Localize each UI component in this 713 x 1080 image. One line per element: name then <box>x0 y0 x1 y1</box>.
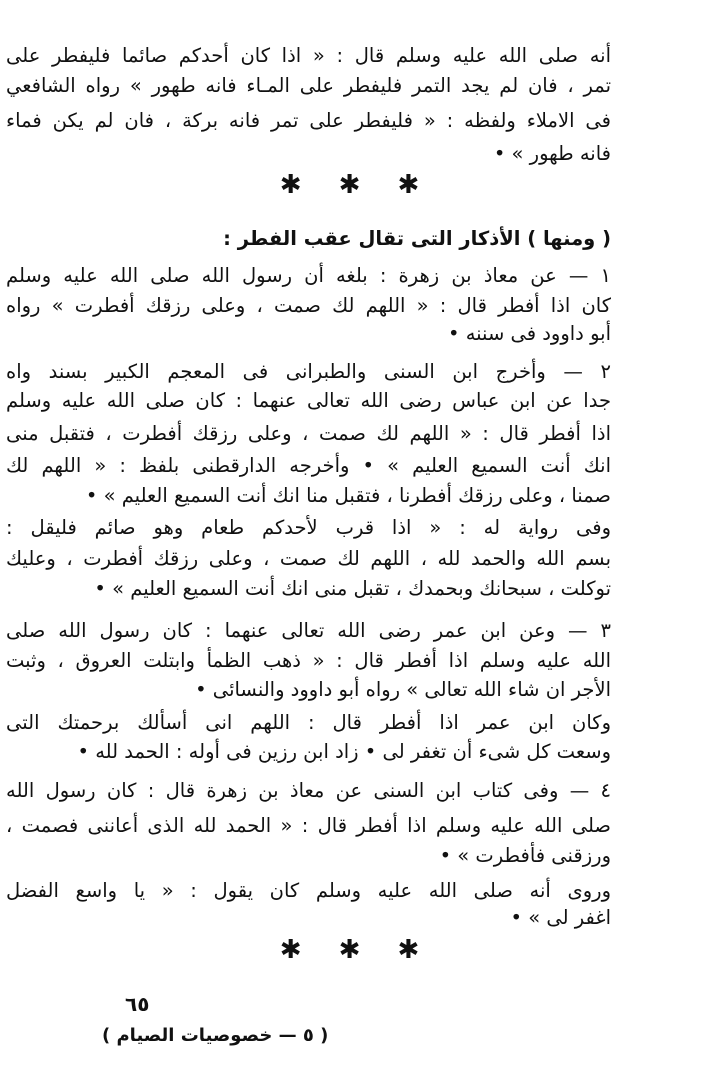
text-line: وفى رواية له : « اذا قرب لأحدكم طعام وهو صائم فليقل : <box>6 516 611 539</box>
text-line: توكلت ، سبحانك وبحمدك ، تقبل منى انك أنت السميع العليم » • <box>94 577 611 600</box>
text-line: صمنا ، وعلى رزقك أفطرنا ، فتقبل منا انك أنت السميع العليم » • <box>85 484 611 507</box>
text-line: فى الاملاء ولفظه : « فليفطر على تمر فانه بركة ، فان لم يكن فماء <box>6 109 611 132</box>
text-line: فانه طهور » • <box>493 142 611 165</box>
footer-signature: ( ٥ — خصوصيات الصيام ) <box>102 1025 329 1046</box>
page-number: ٦٥ <box>125 992 150 1016</box>
text-line: ١ — عن معاذ بن زهرة : بلغه أن رسول الله صلى الله عليه وسلم <box>6 264 611 287</box>
section-heading: ( ومنها ) الأذكار التى تقال عقب الفطر : <box>223 227 611 250</box>
text-line: الله عليه وسلم اذا أفطر قال : « ذهب الظمأ وابتلت العروق ، وثبت <box>6 649 611 672</box>
section-separator: ✱ ✱ ✱ <box>279 935 434 965</box>
text-line: كان اذا أفطر قال : « اللهم لك صمت ، وعلى رزقك أفطرت » رواه <box>6 294 611 317</box>
text-line: اذا أفطر قال : « اللهم لك صمت ، وعلى رزقك أفطرت ، فتقبل منى <box>6 422 611 445</box>
text-line: وسعت كل شىء أن تغفر لى • زاد ابن رزين فى أوله : الحمد لله • <box>77 740 611 763</box>
text-line: انك أنت السميع العليم » • وأخرجه الدارقطنى بلفظ : « اللهم لك <box>6 454 611 477</box>
text-line: جدا عن ابن عباس رضى الله تعالى عنهما : كان صلى الله عليه وسلم <box>6 389 611 412</box>
text-line: صلى الله عليه وسلم اذا أفطر قال : « الحمد لله الذى أعاننى فصمت ، <box>6 814 611 837</box>
text-line: اغفر لى » • <box>510 906 611 929</box>
text-line: تمر ، فان لم يجد التمر فليفطر على المـاء فانه طهور » رواه الشافعي <box>6 74 611 97</box>
text-line: الأجر ان شاء الله تعالى » رواه أبو داوود والنسائى • <box>195 678 611 701</box>
text-line: بسم الله والحمد لله ، اللهم لك صمت ، وعلى رزقك أفطرت ، وعليك <box>6 547 611 570</box>
section-separator: ✱ ✱ ✱ <box>279 170 434 200</box>
text-line: وروى أنه صلى الله عليه وسلم كان يقول : « يا واسع الفضل <box>6 879 611 902</box>
text-line: وكان ابن عمر اذا أفطر قال : اللهم انى أسألك برحمتك التى <box>6 711 611 734</box>
text-line: ورزقنى فأفطرت » • <box>439 844 611 867</box>
text-line: ٣ — وعن ابن عمر رضى الله تعالى عنهما : كان رسول الله صلى <box>6 619 611 642</box>
text-line: ٢ — وأخرج ابن السنى والطبرانى فى المعجم الكبير بسند واه <box>6 360 611 383</box>
text-line: أبو داوود فى سننه • <box>448 322 611 345</box>
text-line: أنه صلى الله عليه وسلم قال : « اذا كان أحدكم صائما فليفطر على <box>6 44 611 67</box>
text-line: ٤ — وفى كتاب ابن السنى عن معاذ بن زهرة قال : كان رسول الله <box>6 779 611 802</box>
